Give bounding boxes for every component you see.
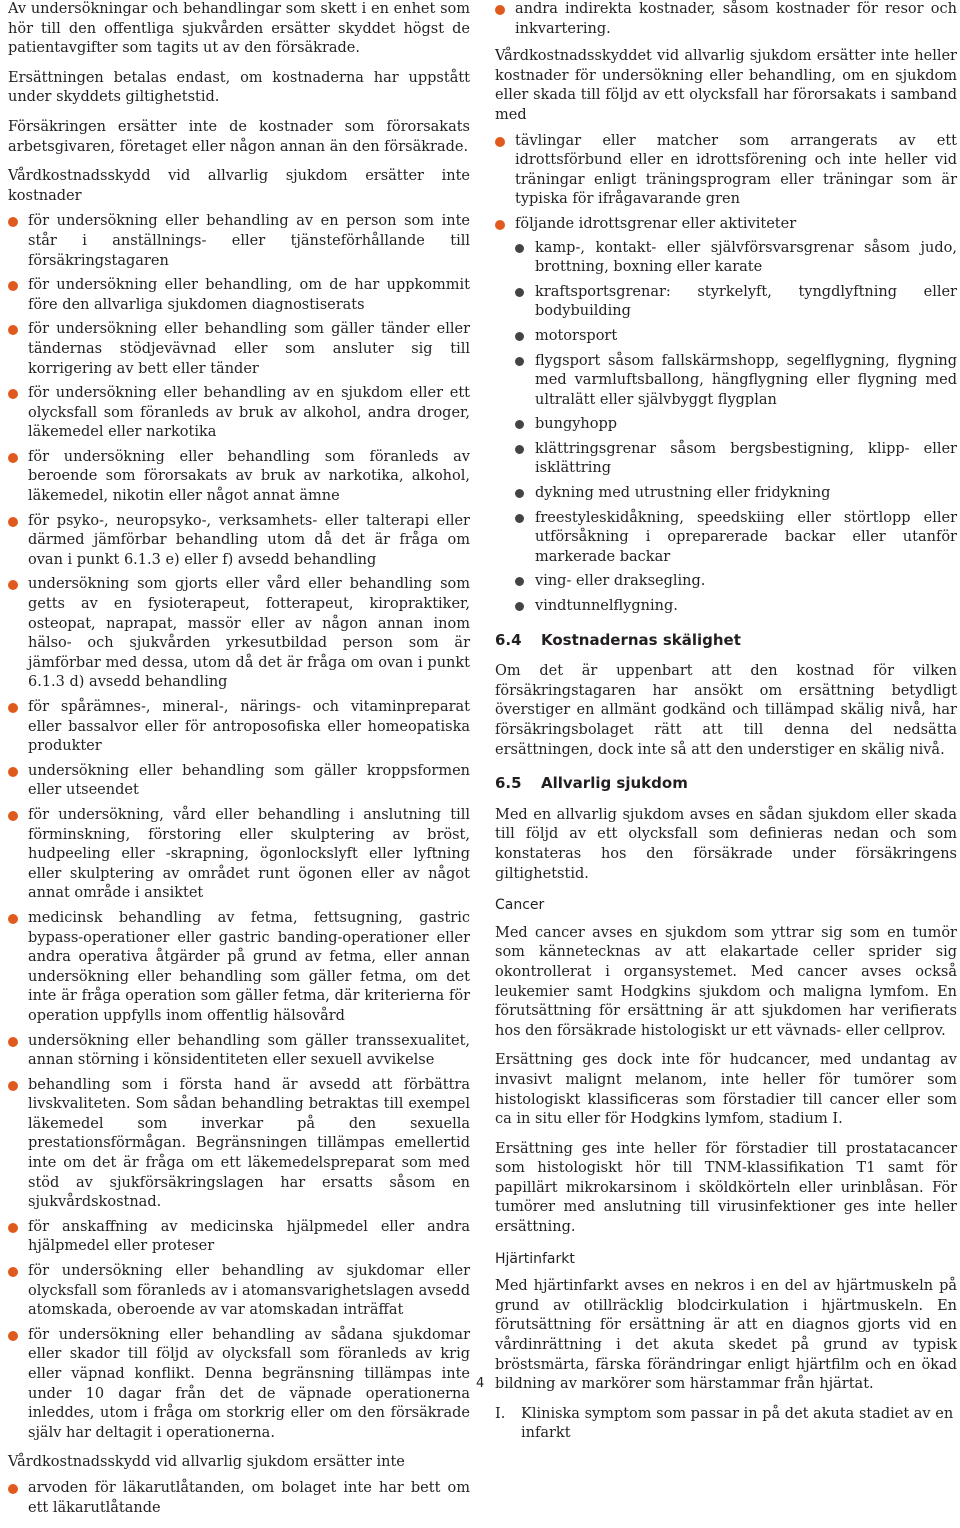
left-column <box>8 0 470 1528</box>
list-item: undersökning som gjorts eller vård eller behandling som getts av en fysioterapeut, fotterapeut, kiropraktiker, osteopat, naprapat, massör eller av någon annan inom hälso- och sjukvården yrkesutbildad person som är jämförbar med dessa, utom då det är fråga om ovan i punkt 6.1.3 d) avsedd behandling <box>8 575 470 693</box>
sublist-item: vindtunnelflygning. <box>515 597 957 617</box>
list-item-text: följande idrottsgrenar eller aktiviteter <box>515 215 797 232</box>
sublist-item: klättringsgrenar såsom bergsbestigning, klipp- eller isklättring <box>515 440 957 479</box>
list-item: för undersökning eller behandling som föranleds av beroende som förorsakats av bruk av narkotika, alkohol, läkemedel, nikotin eller något annat ämne <box>8 448 470 507</box>
paragraph: Ersättningen betalas endast, om kostnaderna har uppstått under skyddets giltighetstid. <box>8 69 470 106</box>
paragraph: Ersättning ges dock inte för hudcancer, med undantag av invasivt malignt melanom, inte heller för tumörer som histologiskt klassificeras som förstadier till cancer eller som ca in situ eller för Hodgkins lymfom, stadium I. <box>495 1052 957 1128</box>
list-item: för spårämnes-, mineral-, närings- och vitaminpreparat eller bassalvor eller för antroposofiska eller homeopatiska produkter <box>8 698 470 757</box>
list-item: för anskaffning av medicinska hjälpmedel eller andra hjälpmedel eller proteser <box>8 1218 470 1257</box>
sport-exclusion-list <box>495 132 957 617</box>
criteria-list <box>495 1405 957 1444</box>
exclusion-list <box>8 212 470 1443</box>
exclusion-list-2 <box>8 1479 470 1518</box>
continued-list <box>495 0 957 39</box>
section-title: Kostnadernas skälighet <box>541 630 741 649</box>
list-item: arvoden för läkarutlåtanden, om bolaget inte har bett om ett läkarutlåtande <box>8 1479 470 1518</box>
list-item: medicinsk behandling av fetma, fettsugning, gastric bypass-operationer eller gastric banding-operationer eller andra operativa åtgärder på grund av fetma, eller annan undersökning eller behandling som gäller fetma, om det inte är fråga operation som gäller fetma, där kriterierna för operation uppfylls inom offentlig hälsovård <box>8 909 470 1027</box>
sublist-item: dykning med utrustning eller fridykning <box>515 484 957 504</box>
list-item: för undersökning eller behandling, om de har uppkommit före den allvarliga sjukdomen diagnostiserats <box>8 276 470 315</box>
sublist-item: kamp-, kontakt- eller självförsvarsgrenar såsom judo, brottning, boxning eller karate <box>515 239 957 278</box>
section-number: 6.4 <box>495 630 522 649</box>
paragraph: Av undersökningar och behandlingar som skett i en enhet som hör till den offentliga sjukvården ersätter skyddet högst de patientavgifter som tagits ut av den försäkrade. <box>8 1 470 57</box>
section-number: 6.5 <box>495 774 522 793</box>
subheading-cancer: Cancer <box>495 897 545 914</box>
criteria-number: I. <box>495 1405 506 1422</box>
list-item: för undersökning, vård eller behandling i anslutning till förminskning, förstoring eller skulptering av bröst, hudpeeling eller -skrapning, ögonlockslyft eller lyftning eller skulptering av området runt ögonen eller av något annat område i ansiktet <box>8 806 470 904</box>
sublist-item: bungyhopp <box>515 415 957 435</box>
list-item: för undersökning eller behandling av en person som inte står i anställnings- eller tjänsteförhållande till försäkringstagaren <box>8 212 470 271</box>
sports-sublist <box>515 239 957 617</box>
list-item: för psyko-, neuropsyko-, verksamhets- eller talterapi eller därmed jämförbar behandling utom då det är fråga om ovan i punkt 6.1.3 e) eller f) avsedd behandling <box>8 512 470 571</box>
section-heading-6-4 <box>495 631 957 651</box>
paragraph: Vårdkostnadsskydd vid allvarlig sjukdom ersätter inte <box>8 1454 405 1471</box>
list-item: för undersökning eller behandling av sådana sjukdomar eller skador till följd av olycksfall som föranleds av krig eller väpnad konflikt. Denna begränsning tillämpas inte under 10 dagar från det de väpnade operationerna inleddes, utom i fråga om storkrig eller om den försäkrade själv har deltagit i operationerna. <box>8 1326 470 1444</box>
list-item: för undersökning eller behandling av en sjukdom eller ett olycksfall som föranleds av bruk av alkohol, andra droger, läkemedel eller narkotika <box>8 384 470 443</box>
sublist-item: kraftsportsgrenar: styrkelyft, tyngdlyftning eller bodybuilding <box>515 283 957 322</box>
paragraph: Ersättning ges inte heller för förstadier till prostatacancer som histologiskt hör till TNM-klassifikation T1 samt för papillärt mikrokarsinom i sköldkörteln eller urinblåsan. För tumörer med anslutning till virusinfektioner ges inte heller ersättning. <box>495 1140 957 1236</box>
list-item: undersökning eller behandling som gäller transsexualitet, annan störning i könsidentiteten eller sexuell avvikelse <box>8 1032 470 1071</box>
paragraph: Om det är uppenbart att den kostnad för vilken försäkringstagaren har ansökt om ersättning betydligt överstiger en allmänt godkänd och tillämpad skälig nivå, har försäkringsbolaget rätt att till denna del nedsätta ersättningen, dock inte så att den understiger en skälig nivå. <box>495 663 957 758</box>
sublist-item: freestyleskidåkning, speedskiing eller störtlopp eller utförsåkning i opreparerade backar eller utanför markerade backar <box>515 509 957 568</box>
paragraph: Med cancer avses en sjukdom som yttrar sig som en tumör som kännetecknas av att elakartade celler sprider sig okontrollerat i organsystemet. Med cancer avses också leukemier samt Hodgkins sjukdom och maligna lymfom. En förutsättning för ersättning är att sjukdomen har verifierats hos den försäkrade histologiskt ur ett vävnads- eller cellprov. <box>495 924 957 1039</box>
sublist-item: motorsport <box>515 327 957 347</box>
sublist-item: flygsport såsom fallskärmshopp, segelflygning, flygning med varmluftsballong, hängflygning eller flygning med ultralätt eller självbyggt flygplan <box>515 352 957 411</box>
right-column <box>495 0 957 1444</box>
paragraph: Försäkringen ersätter inte de kostnader som förorsakats arbetsgivaren, företaget eller någon annan än den försäkrade. <box>8 118 470 155</box>
list-item: tävlingar eller matcher som arrangerats av ett idrottsförbund eller en idrottsförening och inte heller vid träningar enligt träningsprogram eller träningar som är typiska för ifrågavarande gren <box>495 132 957 210</box>
list-item <box>495 215 957 617</box>
sublist-item: ving- eller draksegling. <box>515 572 957 592</box>
page-number: 4 <box>476 1376 485 1391</box>
paragraph: Vårdkostnadsskydd vid allvarlig sjukdom ersätter inte kostnader <box>8 168 470 204</box>
list-item: behandling som i första hand är avsedd att förbättra livskvaliteten. Som sådan behandling betraktas till exempel läkemedel som inverkar på den sexuella prestationsförmågan. Begränsningen tillämpas emellertid inte om det är fråga om ett läkemedelspreparat som med stöd av sjukförsäkringslagen har ersatts såsom en sjukvårdskostnad. <box>8 1076 470 1213</box>
list-item: undersökning eller behandling som gäller kroppsformen eller utseendet <box>8 762 470 801</box>
section-heading-6-5 <box>495 774 957 794</box>
paragraph: Vårdkostnadsskyddet vid allvarlig sjukdom ersätter inte heller kostnader för undersökning eller behandling, om en sjukdom eller skada till följd av ett olycksfall har förorsakats i samband med <box>495 48 957 123</box>
criteria-text: Kliniska symptom som passar in på det akuta stadiet av en infarkt <box>521 1405 954 1442</box>
list-item: för undersökning eller behandling av sjukdomar eller olycksfall som föranleds av i atomansvarighetslagen avsedd atomskada, oberoende av var atomskadan inträffat <box>8 1262 470 1321</box>
section-title: Allvarlig sjukdom <box>541 774 688 793</box>
subheading-heart-attack: Hjärtinfarkt <box>495 1250 575 1267</box>
paragraph: Med hjärtinfarkt avses en nekros i en del av hjärtmuskeln på grund av otillräcklig blodcirkulation i hjärtmuskeln. En förutsättning för ersättning är att en diagnos gjorts vid en vårdinrättning i det akuta skedet på grund av typisk bröstsmärta, färska förändringar enligt hjärtfilm och en ökad bildning av markörer som härstammar från hjärtat. <box>495 1278 957 1393</box>
criteria-item <box>495 1405 957 1444</box>
list-item: för undersökning eller behandling som gäller tänder eller tändernas stödjevävnad eller som ansluter sig till korrigering av bett eller tänder <box>8 320 470 379</box>
paragraph: Med en allvarlig sjukdom avses en sådan sjukdom eller skada till följd av ett olycksfall som definieras nedan och som konstateras hos den försäkrade under försäkringens giltighetstid. <box>495 806 957 882</box>
list-item: andra indirekta kostnader, såsom kostnader för resor och inkvartering. <box>495 0 957 39</box>
